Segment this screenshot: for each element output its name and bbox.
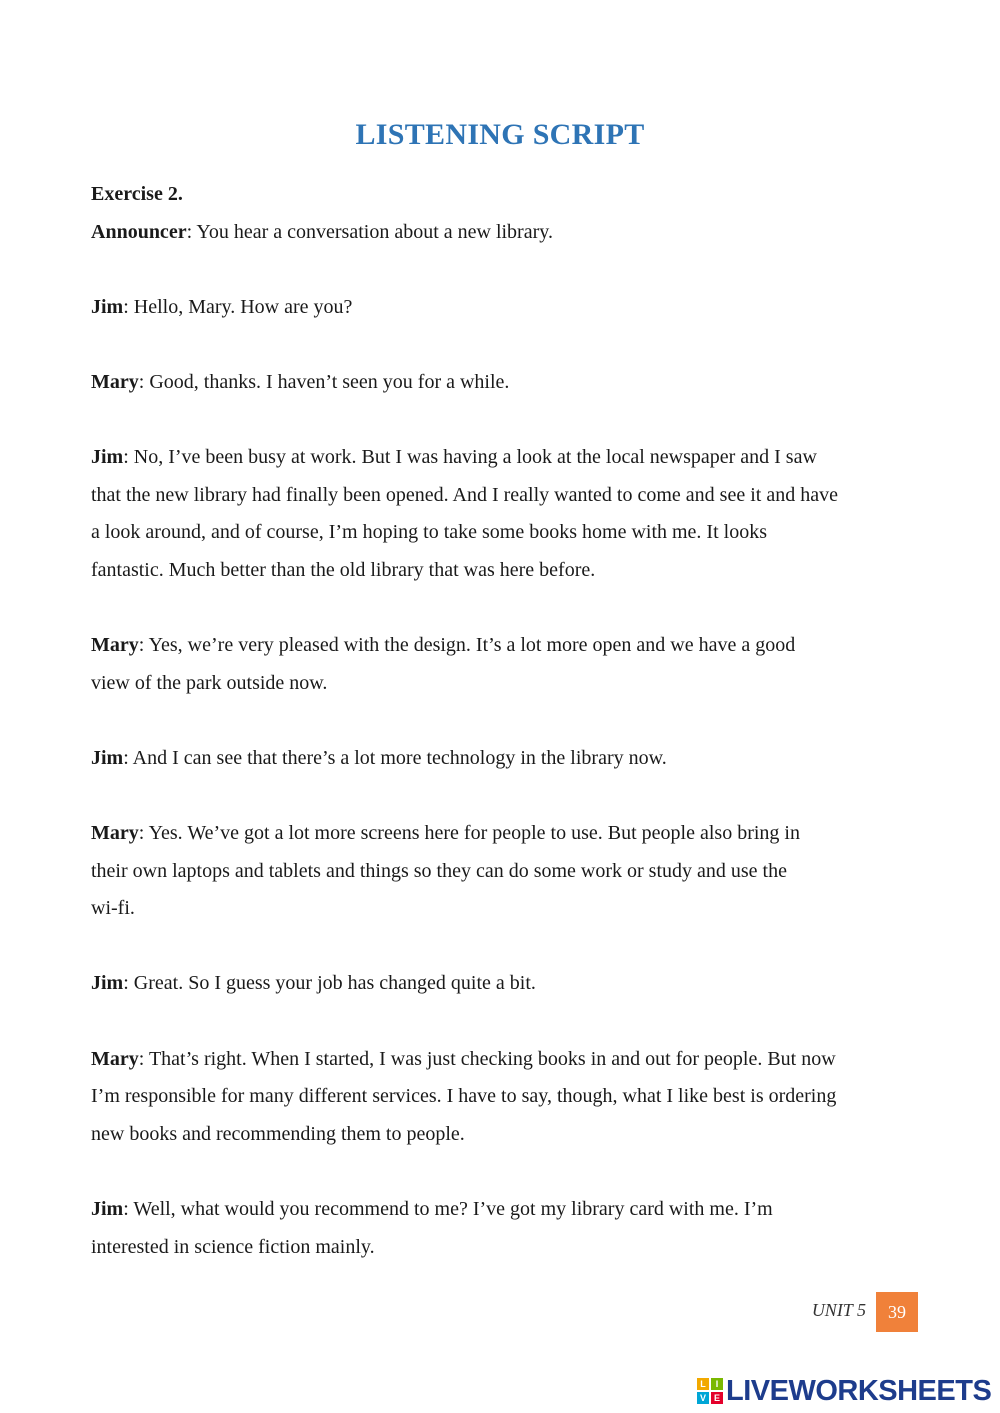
dialogue-turn bbox=[91, 364, 916, 402]
speaker-name: Jim bbox=[91, 295, 124, 318]
dialogue-text: : Hello, Mary. How are you? bbox=[123, 295, 353, 318]
speaker-name: Jim bbox=[91, 1198, 124, 1221]
speaker-name: Jim bbox=[91, 446, 124, 469]
dialogue-turn bbox=[91, 289, 916, 327]
paragraph-gap bbox=[91, 702, 916, 740]
paragraph-gap bbox=[91, 928, 916, 966]
dialogue-line bbox=[91, 1116, 916, 1154]
dialogue-line bbox=[91, 815, 916, 853]
dialogue-text: : Yes, we’re very pleased with the design. It’s a lot more open and we have a good bbox=[138, 634, 796, 657]
dialogue-text: interested in science fiction mainly. bbox=[91, 1235, 375, 1258]
dialogue-text: : Well, what would you recommend to me? I’ve got my library card with me. I’m bbox=[123, 1198, 773, 1221]
speaker-name: Jim bbox=[91, 746, 124, 769]
script-body bbox=[91, 176, 916, 1266]
dialogue-line bbox=[91, 965, 916, 1003]
liveworksheets-logo-icon bbox=[697, 1378, 723, 1404]
dialogue-line bbox=[91, 740, 916, 778]
dialogue-line bbox=[91, 1229, 916, 1267]
speaker-name: Mary bbox=[91, 370, 139, 393]
paragraph-gap bbox=[91, 326, 916, 364]
dialogue-turns bbox=[91, 251, 916, 1266]
speaker-name: Jim bbox=[91, 972, 124, 995]
dialogue-text: view of the park outside now. bbox=[91, 671, 328, 694]
dialogue-text: a look around, and of course, I’m hoping to take some books home with me. It looks bbox=[91, 521, 767, 544]
speaker-name: Mary bbox=[91, 1047, 139, 1070]
dialogue-line bbox=[91, 1191, 916, 1229]
page-title: LISTENING SCRIPT bbox=[355, 118, 645, 151]
paragraph-gap bbox=[91, 402, 916, 440]
dialogue-line bbox=[91, 627, 916, 665]
dialogue-line bbox=[91, 890, 916, 928]
dialogue-text: : And I can see that there’s a lot more technology in the library now. bbox=[123, 746, 667, 769]
dialogue-line bbox=[91, 477, 916, 515]
dialogue-line bbox=[91, 514, 916, 552]
dialogue-text: : Yes. We’ve got a lot more screens here for people to use. But people also bring in bbox=[138, 822, 800, 845]
dialogue-turn bbox=[91, 439, 916, 589]
speaker-name: Mary bbox=[91, 822, 139, 845]
paragraph-gap bbox=[91, 778, 916, 816]
dialogue-text: that the new library had finally been opened. And I really wanted to come and see it and have bbox=[91, 483, 838, 506]
paragraph-gap bbox=[91, 590, 916, 628]
unit-label: UNIT 5 bbox=[811, 1300, 866, 1320]
dialogue-line bbox=[91, 1078, 916, 1116]
speaker-name: Mary bbox=[91, 634, 139, 657]
liveworksheets-wordmark: LIVEWORKSHEETS bbox=[726, 1374, 992, 1407]
dialogue-turn bbox=[91, 627, 916, 702]
exercise-heading: Exercise 2. bbox=[91, 183, 183, 205]
dialogue-line bbox=[91, 665, 916, 703]
dialogue-text: : Great. So I guess your job has changed quite a bit. bbox=[123, 972, 536, 995]
dialogue-line bbox=[91, 552, 916, 590]
page-number: 39 bbox=[876, 1292, 918, 1332]
dialogue-line bbox=[91, 289, 916, 327]
logo-letter-tile: I bbox=[711, 1378, 723, 1390]
logo-letter-tile: V bbox=[697, 1392, 709, 1404]
dialogue-text: fantastic. Much better than the old library that was here before. bbox=[91, 558, 596, 581]
paragraph-gap bbox=[91, 251, 916, 289]
dialogue-line bbox=[91, 439, 916, 477]
paragraph-gap bbox=[91, 1153, 916, 1191]
dialogue-turn bbox=[91, 1191, 916, 1266]
dialogue-text: : No, I’ve been busy at work. But I was having a look at the local newspaper and I saw bbox=[123, 446, 817, 469]
speaker-name: Announcer bbox=[91, 220, 187, 243]
dialogue-turn bbox=[91, 965, 916, 1003]
dialogue-line bbox=[91, 1041, 916, 1079]
dialogue-text: their own laptops and tablets and things so they can do some work or study and use the bbox=[91, 859, 787, 882]
dialogue-text: wi-fi. bbox=[91, 897, 135, 920]
paragraph-gap bbox=[91, 1003, 916, 1041]
liveworksheets-logo bbox=[697, 1374, 991, 1408]
dialogue-turn bbox=[91, 740, 916, 778]
dialogue-text: new books and recommending them to people. bbox=[91, 1122, 465, 1145]
dialogue-line bbox=[91, 853, 916, 891]
dialogue-turn bbox=[91, 1041, 916, 1154]
logo-letter-tile: L bbox=[697, 1378, 709, 1390]
dialogue-text: : Good, thanks. I haven’t seen you for a while. bbox=[138, 370, 510, 393]
dialogue-text: : You hear a conversation about a new library. bbox=[186, 220, 553, 243]
dialogue-line bbox=[91, 364, 916, 402]
dialogue-text: I’m responsible for many different services. I have to say, though, what I like best is ordering bbox=[91, 1085, 837, 1108]
announcer-line bbox=[91, 214, 916, 252]
logo-letter-tile: E bbox=[711, 1392, 723, 1404]
dialogue-turn bbox=[91, 815, 916, 928]
dialogue-text: : That’s right. When I started, I was just checking books in and out for people. But now bbox=[138, 1047, 836, 1070]
